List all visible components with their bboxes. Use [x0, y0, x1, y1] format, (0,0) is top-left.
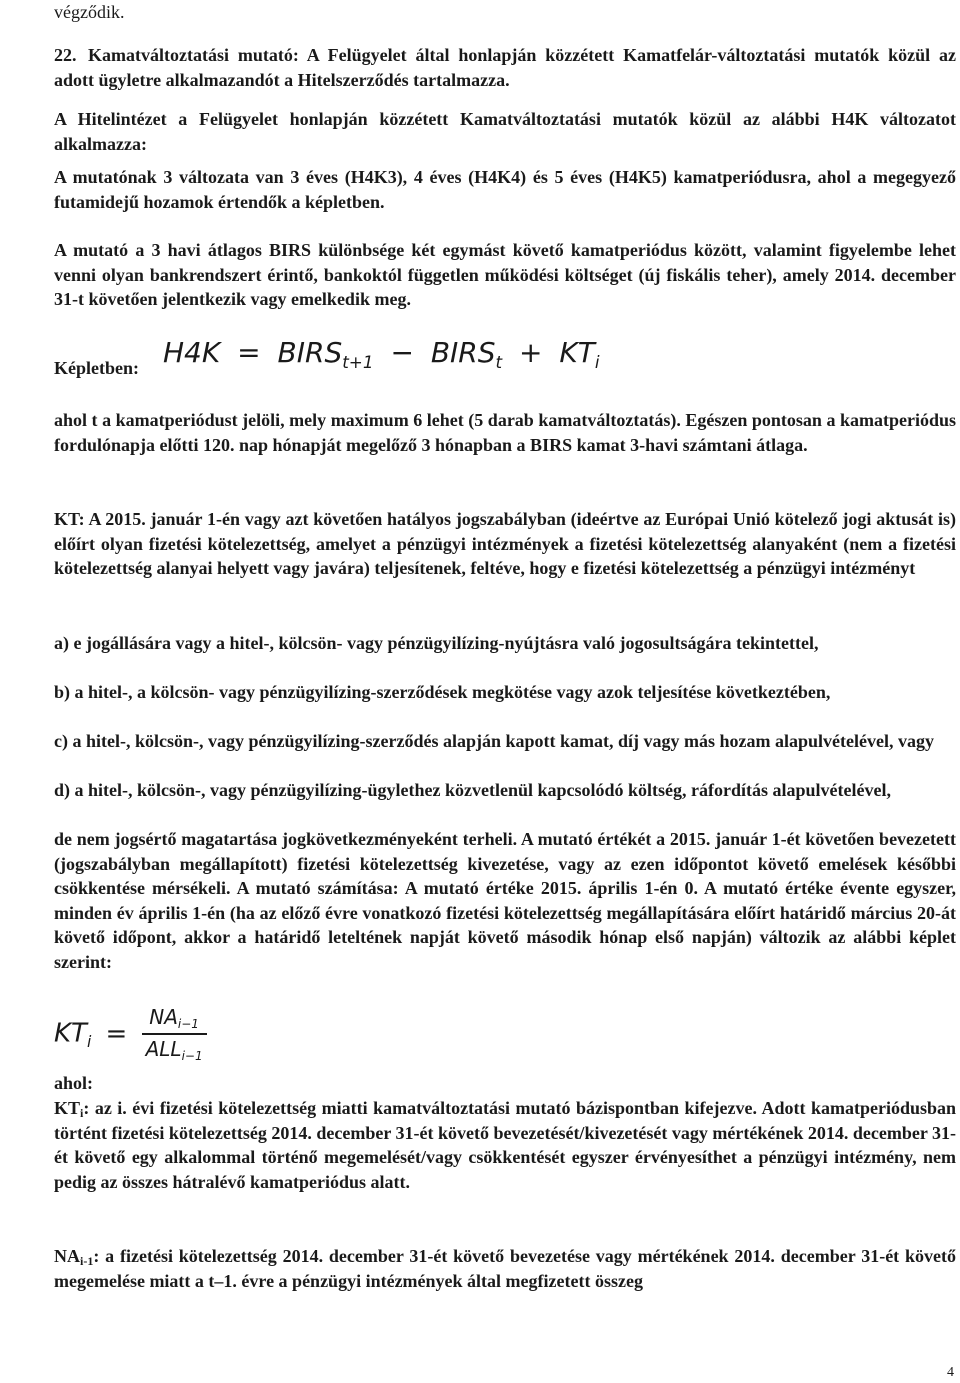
kt-paragraph: KT: A 2015. január 1-én vagy azt követően hatályos jogszabályban (ideértve az Európai Unió kötelező jogi aktusát is) előírt olyan fizetési kötelezettség, amelyet a pénzügyi intézmények a fizetési kötelezettség alanyaként (nem a fizetési kötelezettség alanyai helyett vagy javára) teljesítenek, feltéve, hogy e fizetési kötelezettség a pénzügyi intézményt: [54, 509, 956, 578]
definition-paragraph: A mutató a 3 havi átlagos BIRS különbsége két egymást követő kamatperiódus között, valamint figyelembe lehet venni olyan bankrendszert érintő, bankoktól független működési költséget (új fiskális teher), amely 2014. december 31-t követően jelentkezik vagy emelkedik meg.: [54, 240, 956, 309]
where-paragraph: ahol t a kamatperiódust jelöli, mely maximum 6 lehet (5 darab kamatváltoztatás). Egészen pontosan a kamatperiódus fordulónapja előtti 120. nap hónapját megelőző 3 hónapban a BIRS kamat 3-havi számtani átlaga.: [54, 410, 956, 455]
formula-birs-t-sub: t: [495, 351, 503, 372]
formula-plus: +: [519, 336, 543, 369]
kt-def-sub: i: [80, 1106, 84, 1120]
formula-kt: KT: [559, 336, 595, 369]
list-item-c: c) a hitel-, kölcsön-, vagy pénzügyilízing-szerződés alapján kapott kamat, díj vagy más hozam alapulvételével, vagy: [54, 731, 934, 751]
rest-paragraph: de nem jogsértő magatartása jogkövetkezményeként terheli. A mutató értékét a 2015. január 1-ét követően bevezetett (jogszabályban megállapított) fizetési kötelezettség kivezetése, vagy az ezen időpontot követő emelések későbbi csökkentése mérsékeli. A mutató számítása: A mutató értéke 2015. április 1-én 0. A mutató értéke évente egyszer, minden év április 1-én (ha az előző évre vonatkozó fizetési kötelezettség megállapítására előírt határidő március 20-át követő időpont, akkor a határidő leteltének napját követő második hónap első napján) változik az alábbi képlet szerint:: [54, 829, 956, 972]
item-22-number: 22.: [54, 45, 77, 65]
item-22: [54, 43, 956, 92]
formula-birs-t: BIRS: [430, 336, 496, 369]
list-item-a: a) e jogállására vagy a hitel-, kölcsön- vagy pénzügyilízing-nyújtásra való jogosultságára tekintettel,: [54, 633, 819, 653]
formula-kt-sub: i: [594, 351, 600, 372]
na-def-term: NA: [54, 1246, 80, 1266]
formula2-fraction: [142, 1005, 207, 1063]
formula-minus: −: [390, 336, 414, 369]
formula2-lhs-sub: i: [86, 1033, 92, 1052]
intro-paragraph: A Hitelintézet a Felügyelet honlapján közzétett Kamatváltoztatási mutatók közül az alábbi H4K változatot alkalmazza:: [54, 109, 956, 154]
kt-def-term: KT: [54, 1098, 81, 1118]
na-def-text: : a fizetési kötelezettség 2014. december 31-ét követő bevezetése vagy mértékének 2014. december 31-ét követő megemelése miatt a t–1. évre a pénzügyi intézmények által megfizetett összeg: [54, 1246, 956, 1291]
variants-paragraph: A mutatónak 3 változata van 3 éves (H4K3), 4 éves (H4K4) és 5 éves (H4K5) kamatperiódusra, ahol a megegyező futamidejű hozamok értendők a képletben.: [54, 167, 956, 212]
formula-label: Képletben:: [54, 358, 139, 378]
formula2-num-text: NA: [149, 1005, 178, 1029]
formula-birs-t1: BIRS: [277, 336, 343, 369]
formula2-num-sub: i−1: [177, 1017, 199, 1032]
kt-definition: [54, 1096, 956, 1194]
formula2-denominator: [142, 1035, 207, 1063]
list-item-b: b) a hitel-, a kölcsön- vagy pénzügyilízing-szerződések megkötése vagy azok teljesítése következtében,: [54, 682, 831, 702]
ahol-label: ahol:: [54, 1073, 94, 1093]
formula-lhs: H4K: [163, 336, 221, 369]
list-item-d: d) a hitel-, kölcsön-, vagy pénzügyilízing-ügylethez közvetlenül kapcsolódó költség, ráfordítás alapulvételével,: [54, 780, 891, 800]
formula-h4k-expression: [163, 336, 600, 372]
top-line: végződik.: [54, 2, 125, 22]
formula-kt-fraction: [54, 1005, 207, 1063]
page-number: 4: [947, 1365, 954, 1380]
item-22-text: Kamatváltoztatási mutató: A Felügyelet által honlapján közzétett Kamatfelár-változtatási mutatók közül az adott ügyletre alkalmazandót a Hitelszerződés tartalmazza.: [54, 45, 956, 90]
formula-birs-t1-sub: t+1: [342, 351, 374, 372]
formula2-numerator: [142, 1005, 207, 1035]
formula2-den-text: ALL: [145, 1037, 182, 1062]
na-def-sub: i-1: [80, 1254, 94, 1268]
formula2-den-sub: i−1: [181, 1049, 203, 1064]
kt-def-text: : az i. évi fizetési kötelezettség miatti kamatváltoztatási mutató bázispontban kifejezve. Adott kamatperiódusban történt fizetési kötelezettség 2014. december 31-ét követő bevezetését/kivezetését vagy mértékének 2014. december 31-ét követő egy alkalommal történő megemelését/vagy csökkentését egyszer érvényesíthet a pénzügyi intézmény, nem pedig az összes hátralévő kamatperiódus alatt.: [54, 1098, 956, 1192]
formula-eq: =: [237, 336, 261, 369]
formula2-eq: =: [105, 1019, 128, 1050]
na-definition: [54, 1244, 956, 1293]
formula2-lhs: KT: [54, 1018, 87, 1049]
